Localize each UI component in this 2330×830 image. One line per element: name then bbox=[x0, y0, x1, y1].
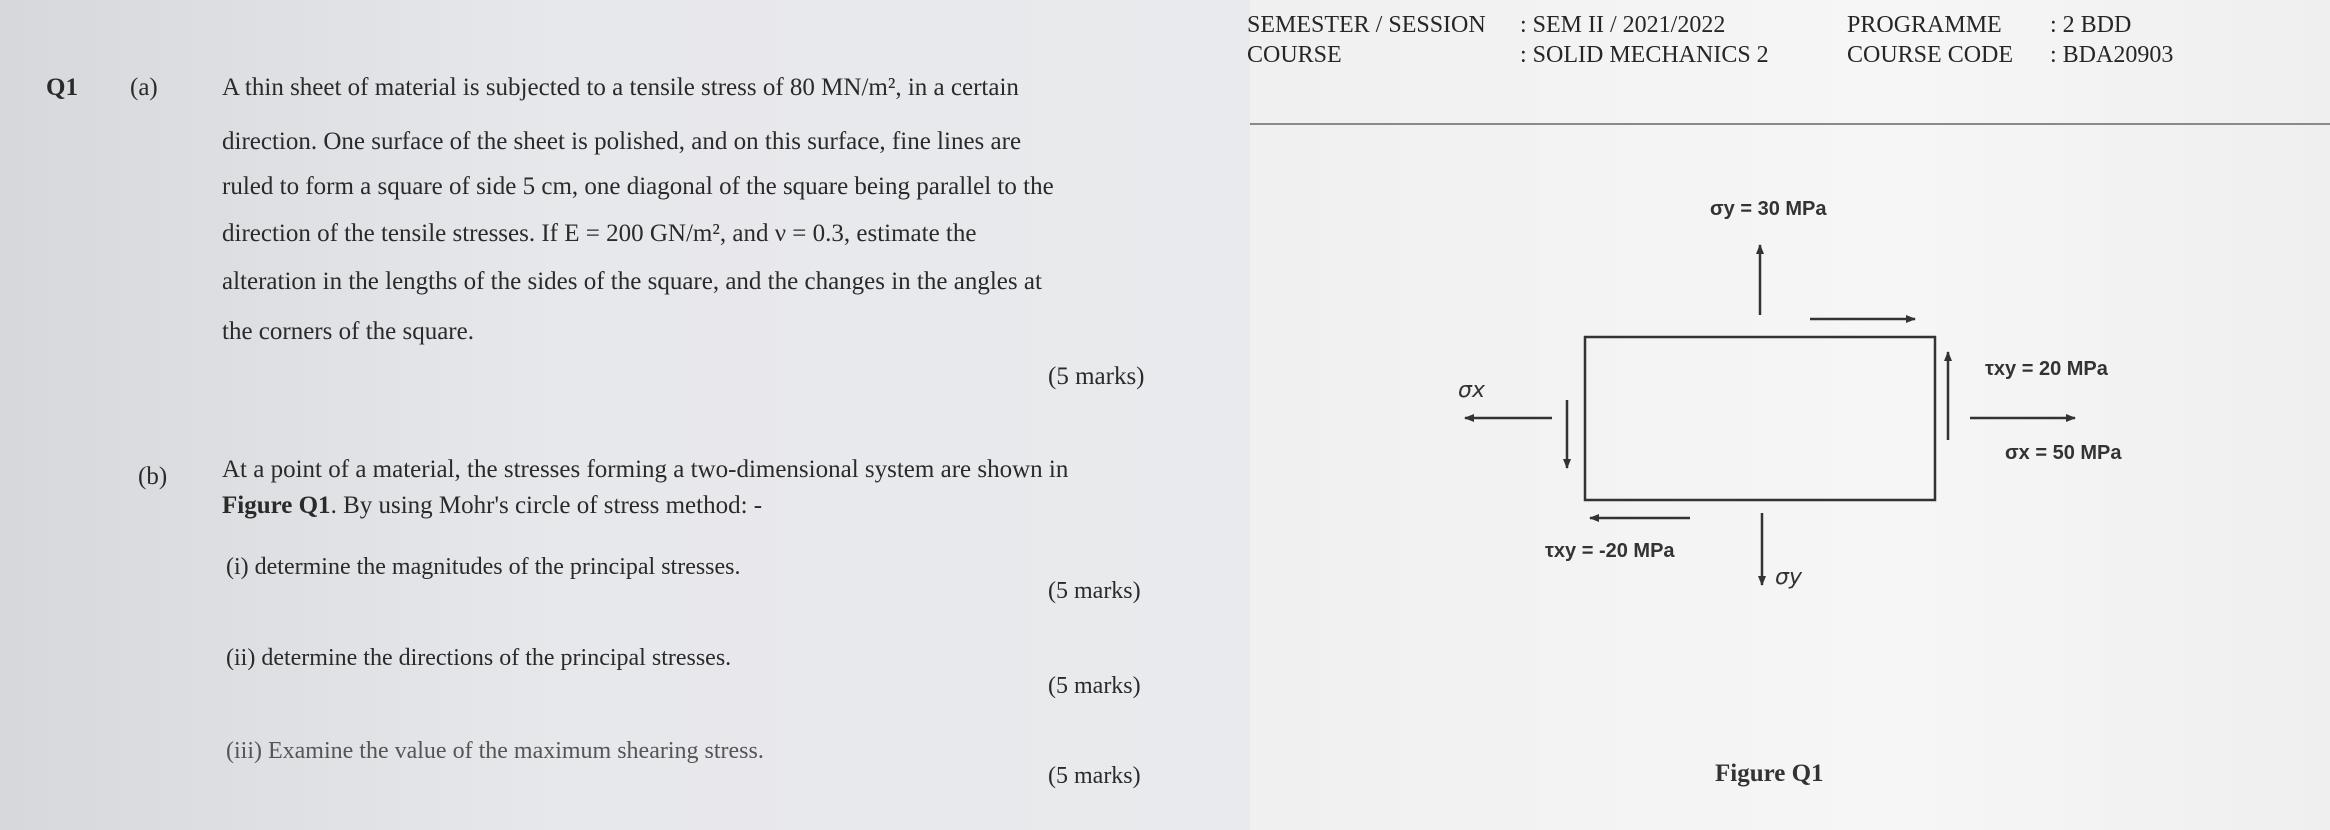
part-a-line: alteration in the lengths of the sides of the square, and the changes in the angles at bbox=[222, 268, 1042, 295]
sigma-y-top-label: σy = 30 MPa bbox=[1710, 198, 1827, 220]
part-b-item-ii-marks: (5 marks) bbox=[1048, 673, 1141, 699]
part-b-intro-line1: At a point of a material, the stresses forming a two-dimensional system are shown in bbox=[222, 456, 1069, 483]
programme-label: PROGRAMME bbox=[1847, 12, 2002, 38]
part-a-label: (a) bbox=[130, 74, 158, 101]
course-code-value: : BDA20903 bbox=[2050, 42, 2174, 68]
part-a-line: direction of the tensile stresses. If E = 200 GN/m², and ν = 0.3, estimate the bbox=[222, 220, 977, 247]
programme-value: : 2 BDD bbox=[2050, 12, 2132, 38]
part-a-line: direction. One surface of the sheet is polished, and on this surface, fine lines are bbox=[222, 128, 1022, 155]
figure-reference: Figure Q1 bbox=[222, 492, 331, 519]
tau-xy-bottom-label: τxy = -20 MPa bbox=[1545, 540, 1675, 562]
tau-xy-right-label: τxy = 20 MPa bbox=[1985, 358, 2108, 380]
sigma-x-left-symbol: σx bbox=[1458, 378, 1485, 403]
course-label: COURSE bbox=[1247, 42, 1342, 68]
figure-caption: Figure Q1 bbox=[1715, 760, 1824, 787]
part-b-item-i-marks: (5 marks) bbox=[1048, 578, 1141, 604]
part-b-item-iii-marks: (5 marks) bbox=[1048, 763, 1141, 789]
part-a-line: the corners of the square. bbox=[222, 318, 474, 345]
semester-label: SEMESTER / SESSION bbox=[1247, 12, 1486, 38]
semester-value: : SEM II / 2021/2022 bbox=[1520, 12, 1726, 38]
part-b-item-i: (i) determine the magnitudes of the principal stresses. bbox=[226, 554, 741, 580]
part-b-intro-rest: . By using Mohr's circle of stress method: - bbox=[330, 492, 763, 519]
sigma-y-bottom-symbol: σy bbox=[1775, 565, 1802, 590]
part-a-marks: (5 marks) bbox=[1048, 363, 1145, 390]
part-b-label: (b) bbox=[138, 463, 168, 490]
course-value: : SOLID MECHANICS 2 bbox=[1520, 42, 1769, 68]
course-code-label: COURSE CODE bbox=[1847, 42, 2014, 68]
part-a-line: ruled to form a square of side 5 cm, one diagonal of the square being parallel to the bbox=[222, 173, 1054, 200]
part-a-line: A thin sheet of material is subjected to a tensile stress of 80 MN/m², in a certain bbox=[222, 74, 1019, 101]
part-b-item-iii: (iii) Examine the value of the maximum shearing stress. bbox=[226, 738, 764, 764]
part-b-item-ii: (ii) determine the directions of the principal stresses. bbox=[226, 645, 732, 671]
stress-element-box bbox=[1585, 337, 1935, 500]
sigma-x-right-label: σx = 50 MPa bbox=[2005, 442, 2122, 464]
question-number: Q1 bbox=[46, 74, 78, 101]
